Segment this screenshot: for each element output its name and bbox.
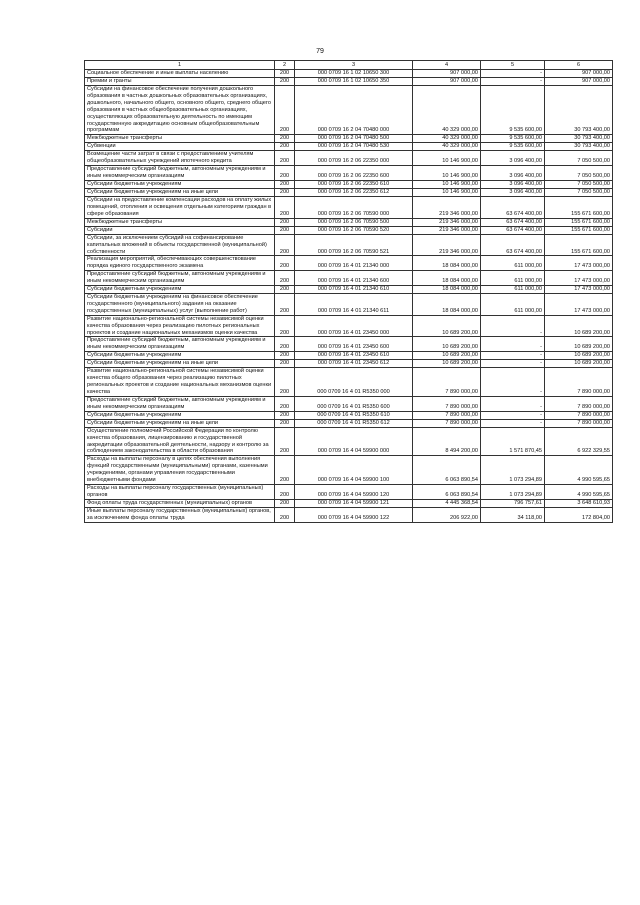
row-budget-code: 000 0709 16 4 04 59900 122 (295, 507, 413, 522)
row-value-col5: 1 073 294,89 (481, 456, 545, 485)
row-value-col5: - (481, 352, 545, 360)
row-value-col5: 3 096 400,00 (481, 166, 545, 181)
table-row (85, 484, 613, 499)
table-row (85, 396, 613, 411)
row-value-col6: 30 793 400,00 (545, 86, 613, 135)
row-value-col6: 30 793 400,00 (545, 143, 613, 151)
row-name: Предоставление субсидий бюджетным, автономным учреждениям и иным некоммерческим организациям (85, 396, 275, 411)
row-name: Субсидии бюджетным учреждениям на иные цели (85, 188, 275, 196)
row-budget-code: 000 0709 16 1 02 10650 350 (295, 78, 413, 86)
row-budget-code: 000 0709 16 2 06 70590 500 (295, 218, 413, 226)
row-budget-code: 000 0709 16 4 01 21340 610 (295, 286, 413, 294)
row-value-col6: 155 671 600,00 (545, 196, 613, 218)
row-budget-code: 000 0709 16 4 04 59900 121 (295, 499, 413, 507)
table-row (85, 234, 613, 256)
row-value-col5: - (481, 396, 545, 411)
table-row (85, 226, 613, 234)
row-name: Предоставление субсидий бюджетным, автономным учреждениям и иным некоммерческим организациям (85, 166, 275, 181)
row-name: Субсидии, за исключением субсидий на софинансирование капитальных вложений в объекты государственной (муниципальной) собственности (85, 234, 275, 256)
row-name: Развитие национально-региональной системы независимой оценки качества образования через реализацию пилотных региональных проектов и создание национальных механизмов оценки качества (85, 315, 275, 337)
row-budget-code: 000 0709 16 2 04 70480 500 (295, 135, 413, 143)
row-code: 200 (275, 70, 295, 78)
row-value-col4: 7 890 000,00 (413, 419, 481, 427)
row-name: Реализация мероприятий, обеспечивающих совершенствование порядка единого государственного экзамена (85, 256, 275, 271)
row-name: Иные выплаты персоналу государственных (муниципальных) органов, за исключением фонда оплаты труда (85, 507, 275, 522)
column-header-5: 5 (481, 61, 545, 70)
row-code: 200 (275, 456, 295, 485)
row-value-col4: 6 063 890,54 (413, 484, 481, 499)
row-budget-code: 000 0709 16 4 01 21340 600 (295, 271, 413, 286)
table-row (85, 419, 613, 427)
row-budget-code: 000 0709 16 4 01 23450 600 (295, 337, 413, 352)
row-budget-code: 000 0709 16 4 01 R5350 600 (295, 396, 413, 411)
row-value-col5: - (481, 337, 545, 352)
row-code: 200 (275, 396, 295, 411)
row-value-col5: - (481, 78, 545, 86)
row-value-col5: 63 674 400,00 (481, 196, 545, 218)
row-code: 200 (275, 484, 295, 499)
row-value-col6: 7 890 000,00 (545, 419, 613, 427)
column-header-3: 3 (295, 61, 413, 70)
row-code: 200 (275, 234, 295, 256)
row-name: Субсидии (85, 226, 275, 234)
row-budget-code: 000 0709 16 4 01 23450 612 (295, 360, 413, 368)
table-row (85, 337, 613, 352)
row-value-col5: 63 674 400,00 (481, 226, 545, 234)
row-value-col5: 611 000,00 (481, 256, 545, 271)
row-code: 200 (275, 86, 295, 135)
row-value-col5: 796 757,61 (481, 499, 545, 507)
row-code: 200 (275, 166, 295, 181)
row-value-col5: 611 000,00 (481, 294, 545, 316)
row-value-col4: 4 445 368,54 (413, 499, 481, 507)
row-budget-code: 000 0709 16 4 01 R5350 610 (295, 411, 413, 419)
row-budget-code: 000 0709 16 4 01 21340 611 (295, 294, 413, 316)
row-value-col6: 7 050 500,00 (545, 188, 613, 196)
row-budget-code: 000 0709 16 2 06 22350 600 (295, 166, 413, 181)
row-code: 200 (275, 352, 295, 360)
row-budget-code: 000 0709 16 4 01 R5350 612 (295, 419, 413, 427)
row-value-col6: 6 922 329,55 (545, 427, 613, 456)
row-budget-code: 000 0709 16 1 02 10650 300 (295, 70, 413, 78)
row-budget-code: 000 0709 16 4 04 59900 000 (295, 427, 413, 456)
row-name: Субсидии бюджетным учреждениям (85, 180, 275, 188)
row-code: 200 (275, 507, 295, 522)
table-row (85, 86, 613, 135)
row-code: 200 (275, 78, 295, 86)
table-row (85, 368, 613, 397)
row-name: Расходы на выплаты персоналу в целях обеспечения выполнения функций государственными (муниципальными) органами, казенными учреждениями, органами управления государственными внебюджетными фондами (85, 456, 275, 485)
row-value-col5: - (481, 70, 545, 78)
row-value-col6: 907 000,00 (545, 70, 613, 78)
row-value-col6: 10 689 200,00 (545, 352, 613, 360)
row-value-col4: 18 084 000,00 (413, 256, 481, 271)
table-row (85, 78, 613, 86)
row-value-col6: 7 890 000,00 (545, 396, 613, 411)
row-value-col5: 9 535 600,00 (481, 135, 545, 143)
row-budget-code: 000 0709 16 2 06 22350 612 (295, 188, 413, 196)
row-value-col5: - (481, 360, 545, 368)
row-name: Субвенции (85, 143, 275, 151)
row-name: Социальное обеспечение и иные выплаты населению (85, 70, 275, 78)
row-code: 200 (275, 218, 295, 226)
table-row (85, 286, 613, 294)
row-value-col6: 155 671 600,00 (545, 218, 613, 226)
row-code: 200 (275, 499, 295, 507)
table-row (85, 294, 613, 316)
row-name: Субсидии бюджетным учреждениям на иные цели (85, 360, 275, 368)
row-code: 200 (275, 411, 295, 419)
row-code: 200 (275, 180, 295, 188)
row-name: Предоставление субсидий бюджетным, автономным учреждениям и иным некоммерческим организациям (85, 271, 275, 286)
table-row (85, 271, 613, 286)
table-row (85, 143, 613, 151)
row-name: Субсидии бюджетным учреждениям (85, 411, 275, 419)
row-value-col5: 34 118,00 (481, 507, 545, 522)
row-name: Субсидии бюджетным учреждениям (85, 286, 275, 294)
row-value-col6: 7 050 500,00 (545, 151, 613, 166)
row-code: 200 (275, 337, 295, 352)
row-budget-code: 000 0709 16 2 04 70480 530 (295, 143, 413, 151)
row-budget-code: 000 0709 16 4 01 R5350 000 (295, 368, 413, 397)
row-name: Субсидии бюджетным учреждениям (85, 352, 275, 360)
row-value-col5: 1 073 294,89 (481, 484, 545, 499)
row-name: Субсидии бюджетным учреждениям на финансовое обеспечение государственного (муниципального) задания на оказание государственных (муниципальных) услуг (выполнение работ) (85, 294, 275, 316)
row-name: Осуществление полномочий Российской Федерации по контролю качества образования, лицензированию и государственной аккредитации образовательной деятельности, надзору и контролю за соблюдением законодательства в области образования (85, 427, 275, 456)
column-header-1: 1 (85, 61, 275, 70)
row-value-col4: 219 346 000,00 (413, 226, 481, 234)
row-value-col5: - (481, 315, 545, 337)
row-value-col6: 17 473 000,00 (545, 271, 613, 286)
table-row (85, 411, 613, 419)
row-name: Расходы на выплаты персоналу государственных (муниципальных) органов (85, 484, 275, 499)
table-row (85, 256, 613, 271)
table-row (85, 218, 613, 226)
row-code: 200 (275, 419, 295, 427)
row-value-col5: - (481, 411, 545, 419)
row-value-col6: 17 473 000,00 (545, 256, 613, 271)
row-budget-code: 000 0709 16 4 04 59900 120 (295, 484, 413, 499)
row-code: 200 (275, 143, 295, 151)
row-value-col4: 10 146 900,00 (413, 188, 481, 196)
row-value-col6: 7 890 000,00 (545, 368, 613, 397)
row-value-col5: 611 000,00 (481, 286, 545, 294)
row-value-col6: 7 050 500,00 (545, 180, 613, 188)
row-budget-code: 000 0709 16 2 04 70480 000 (295, 86, 413, 135)
row-value-col4: 18 084 000,00 (413, 271, 481, 286)
row-value-col4: 10 689 200,00 (413, 337, 481, 352)
row-value-col4: 6 063 890,54 (413, 456, 481, 485)
row-code: 200 (275, 256, 295, 271)
table-row (85, 70, 613, 78)
row-name: Межбюджетные трансферты (85, 135, 275, 143)
row-name: Возмещение части затрат в связи с предоставлением учителям общеобразовательных учреждений ипотечного кредита (85, 151, 275, 166)
row-value-col6: 7 050 500,00 (545, 166, 613, 181)
row-value-col6: 10 689 200,00 (545, 360, 613, 368)
row-code: 200 (275, 226, 295, 234)
row-value-col5: 3 096 400,00 (481, 188, 545, 196)
row-value-col6: 4 990 595,65 (545, 484, 613, 499)
row-value-col6: 155 671 600,00 (545, 226, 613, 234)
row-budget-code: 000 0709 16 2 06 70590 521 (295, 234, 413, 256)
table-row (85, 151, 613, 166)
table-row (85, 315, 613, 337)
row-name: Предоставление субсидий бюджетным, автономным учреждениям и иным некоммерческим организациям (85, 337, 275, 352)
row-code: 200 (275, 151, 295, 166)
row-value-col6: 7 890 000,00 (545, 411, 613, 419)
row-code: 200 (275, 315, 295, 337)
row-value-col4: 10 689 200,00 (413, 352, 481, 360)
row-value-col4: 7 890 000,00 (413, 411, 481, 419)
row-value-col4: 907 000,00 (413, 70, 481, 78)
row-name: Субсидии на предоставление компенсации расходов на оплату жилых помещений, отопления и освещения отдельным категориям граждан в сфере образования (85, 196, 275, 218)
row-value-col4: 10 689 200,00 (413, 360, 481, 368)
row-value-col6: 172 804,00 (545, 507, 613, 522)
row-code: 200 (275, 286, 295, 294)
row-value-col6: 907 000,00 (545, 78, 613, 86)
row-code: 200 (275, 135, 295, 143)
row-code: 200 (275, 188, 295, 196)
row-value-col4: 10 146 900,00 (413, 180, 481, 188)
row-value-col5: 9 535 600,00 (481, 143, 545, 151)
row-value-col4: 8 494 200,00 (413, 427, 481, 456)
row-code: 200 (275, 294, 295, 316)
row-value-col4: 10 146 900,00 (413, 151, 481, 166)
row-code: 200 (275, 271, 295, 286)
row-budget-code: 000 0709 16 2 06 22350 000 (295, 151, 413, 166)
row-value-col5: 611 000,00 (481, 271, 545, 286)
row-value-col6: 3 648 610,93 (545, 499, 613, 507)
row-value-col4: 219 346 000,00 (413, 196, 481, 218)
table-row (85, 507, 613, 522)
row-name: Фонд оплаты труда государственных (муниципальных) органов (85, 499, 275, 507)
row-value-col5: - (481, 368, 545, 397)
table-row (85, 166, 613, 181)
budget-table (84, 60, 613, 523)
column-header-4: 4 (413, 61, 481, 70)
row-value-col5: 63 674 400,00 (481, 234, 545, 256)
table-row (85, 188, 613, 196)
row-name: Субсидии бюджетным учреждениям на иные цели (85, 419, 275, 427)
column-header-6: 6 (545, 61, 613, 70)
row-budget-code: 000 0709 16 2 06 70590 520 (295, 226, 413, 234)
row-value-col4: 40 329 000,00 (413, 143, 481, 151)
row-value-col5: - (481, 419, 545, 427)
row-name: Развитие национально-региональной системы независимой оценки качества общего образования через реализацию пилотных региональных проектов и создание национальных механизмов оценки качества (85, 368, 275, 397)
row-value-col4: 40 329 000,00 (413, 135, 481, 143)
row-budget-code: 000 0709 16 4 01 23450 000 (295, 315, 413, 337)
table-row (85, 456, 613, 485)
row-code: 200 (275, 368, 295, 397)
row-value-col4: 7 890 000,00 (413, 368, 481, 397)
row-value-col4: 219 346 000,00 (413, 218, 481, 226)
table-row (85, 135, 613, 143)
row-value-col4: 206 922,00 (413, 507, 481, 522)
table-row (85, 196, 613, 218)
row-code: 200 (275, 360, 295, 368)
row-budget-code: 000 0709 16 4 01 21340 000 (295, 256, 413, 271)
row-value-col6: 30 793 400,00 (545, 135, 613, 143)
row-value-col4: 7 890 000,00 (413, 396, 481, 411)
row-value-col5: 3 096 400,00 (481, 180, 545, 188)
table-row (85, 180, 613, 188)
row-value-col4: 10 689 200,00 (413, 315, 481, 337)
row-value-col6: 17 473 000,00 (545, 286, 613, 294)
row-value-col5: 9 535 600,00 (481, 86, 545, 135)
row-value-col5: 63 674 400,00 (481, 218, 545, 226)
row-value-col6: 155 671 600,00 (545, 234, 613, 256)
row-value-col4: 907 000,00 (413, 78, 481, 86)
row-budget-code: 000 0709 16 4 01 23450 610 (295, 352, 413, 360)
row-value-col5: 3 096 400,00 (481, 151, 545, 166)
table-row (85, 360, 613, 368)
row-value-col6: 4 990 595,65 (545, 456, 613, 485)
row-budget-code: 000 0709 16 4 04 59900 100 (295, 456, 413, 485)
row-value-col5: 1 571 870,45 (481, 427, 545, 456)
row-value-col4: 18 084 000,00 (413, 294, 481, 316)
row-name: Субсидии на финансовое обеспечение получения дошкольного образования в частных дошкольных образовательных организациях, дошкольного, начального общего, основного общего, среднего общего образования в частных общеобразовательных организациях, осуществляющих образовательную деятельность по имеющим государственную аккредитацию основным общеобразовательным программам (85, 86, 275, 135)
table-row (85, 352, 613, 360)
row-value-col4: 219 346 000,00 (413, 234, 481, 256)
column-header-2: 2 (275, 61, 295, 70)
table-row (85, 427, 613, 456)
row-code: 200 (275, 427, 295, 456)
row-value-col6: 10 689 200,00 (545, 337, 613, 352)
row-value-col4: 18 084 000,00 (413, 286, 481, 294)
row-budget-code: 000 0709 16 2 06 22350 610 (295, 180, 413, 188)
row-budget-code: 000 0709 16 2 06 70590 000 (295, 196, 413, 218)
table-header-row (85, 61, 613, 70)
row-code: 200 (275, 196, 295, 218)
row-value-col6: 10 689 200,00 (545, 315, 613, 337)
row-name: Межбюджетные трансферты (85, 218, 275, 226)
row-value-col4: 10 146 900,00 (413, 166, 481, 181)
row-value-col4: 40 329 000,00 (413, 86, 481, 135)
row-name: Премии и гранты (85, 78, 275, 86)
table-row (85, 499, 613, 507)
row-value-col6: 17 473 000,00 (545, 294, 613, 316)
page-number: 79 (316, 48, 324, 55)
